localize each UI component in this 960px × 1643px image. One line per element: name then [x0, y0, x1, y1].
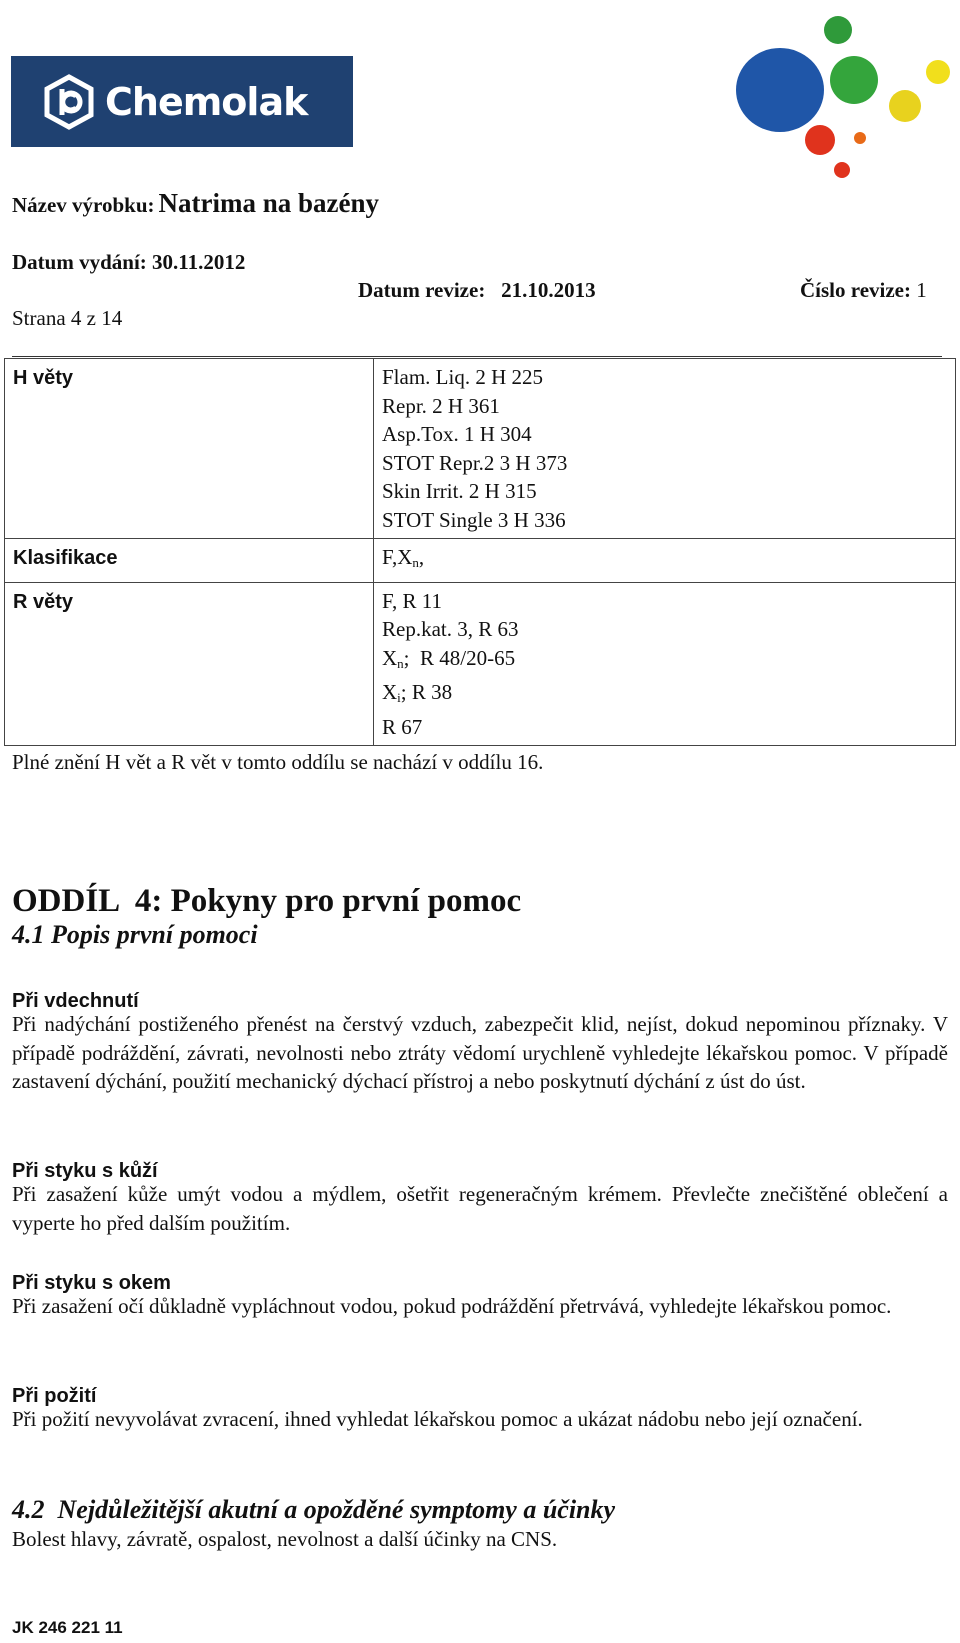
green-dot — [830, 56, 878, 104]
orange-dot — [854, 132, 866, 144]
footer-code: JK 246 221 11 — [12, 1618, 123, 1637]
h-line: Skin Irrit. 2 H 315 — [382, 479, 537, 503]
k-row — [5, 539, 956, 583]
h-line: Flam. Liq. 2 H 225 — [382, 365, 543, 389]
green-dot-small — [824, 16, 852, 44]
r-line: $X_i$; R 38 — [382, 680, 453, 705]
h-label: H věty — [5, 359, 374, 539]
inhalation-text: Při nadýchání postiženého přenést na čerstvý vzduch, zabezpečit klid, nejíst, dokud nepominou příznaky. V případě podráždění, závrati, nevolnosti nebo ztráty vědomí urychleně vyhledejte lékařskou pomoc. V případě zastavení dýchání, použití mechanický dýchací přístroj a nebo poskytnutí dýchání z úst do úst. — [12, 1012, 948, 1093]
hexagon-ch-icon — [41, 74, 97, 130]
yellow-dot — [889, 90, 921, 122]
k-value: $F,X_n$, — [374, 539, 956, 583]
r-label: R věty — [5, 582, 374, 746]
brand-name: Chemolak — [105, 79, 308, 124]
k-label: Klasifikace — [5, 539, 374, 583]
r-line: $X_n$; R 48/20-65 — [382, 645, 516, 671]
subsection-4-2-title: 4.2 Nejdůležitější akutní a opožděné symptomy a účinky — [12, 1495, 616, 1524]
h-line: Repr. 2 H 361 — [382, 393, 500, 418]
classification-table — [4, 358, 956, 746]
full-text-note: Plné znění H vět a R vět v tomto oddílu se nachází v oddílu 16. — [12, 750, 544, 774]
product-label: Název výrobku: — [12, 193, 155, 217]
h-line: Asp.Tox. 1 H 304 — [382, 422, 532, 446]
skin-contact-text: Při zasažení kůže umýt vodou a mýdlem, ošetřit regeneračným krémem. Převlečte znečištěné oblečení a vyperte ho před dalším použitím. — [12, 1182, 948, 1235]
ingestion-heading: Při požití — [12, 1385, 97, 1407]
red-dot — [805, 125, 835, 155]
inhalation-heading: Při vdechnutí — [12, 990, 139, 1012]
symptoms-text: Bolest hlavy, závratě, ospalost, nevolnost a další účinky na CNS. — [12, 1527, 558, 1551]
issue-date: Datum vydání: 30.11.2012 — [12, 250, 246, 274]
ingestion-text: Při požití nevyvolávat zvracení, ihned vyhledat lékařskou pomoc a ukázat nádobu nebo její označení. — [12, 1407, 863, 1431]
revision-number-value: 1 — [916, 278, 927, 302]
skin-contact-heading: Při styku s kůží — [12, 1160, 158, 1182]
h-line: STOT Repr.2 3 H 373 — [382, 450, 568, 475]
r-values — [374, 582, 956, 746]
revision-number-label: Číslo revize: — [800, 278, 911, 302]
colored-dots-icon — [730, 8, 960, 183]
r-line: F, R 11 — [382, 588, 442, 613]
revision-date: Datum revize: 21.10.2013 — [358, 278, 596, 302]
section-title: ODDÍL 4: Pokyny pro první pomoc — [12, 883, 522, 919]
chemolak-logo — [11, 56, 353, 147]
r-line: Rep.kat. 3, R 63 — [382, 617, 519, 641]
eye-contact-heading: Při styku s okem — [12, 1272, 171, 1294]
red-dot-small — [834, 162, 850, 178]
h-row — [5, 359, 956, 539]
header-divider — [12, 356, 942, 357]
r-row — [5, 582, 956, 746]
revision-number — [800, 278, 927, 303]
product-name: Natrima na bazény — [158, 188, 380, 218]
h-line: STOT Single 3 H 336 — [382, 507, 566, 532]
r-line: R 67 — [382, 714, 423, 739]
product-line — [12, 188, 379, 219]
page-indicator: Strana 4 z 14 — [12, 306, 123, 330]
subsection-4-1-title: 4.1 Popis první pomoci — [12, 920, 258, 949]
eye-contact-text: Při zasažení očí důkladně vypláchnout vodou, pokud podráždění přetrvává, vyhledejte lékařskou pomoc. — [12, 1294, 892, 1318]
yellow-dot-small — [926, 60, 950, 84]
blue-dot — [736, 48, 824, 132]
h-values — [374, 359, 956, 539]
